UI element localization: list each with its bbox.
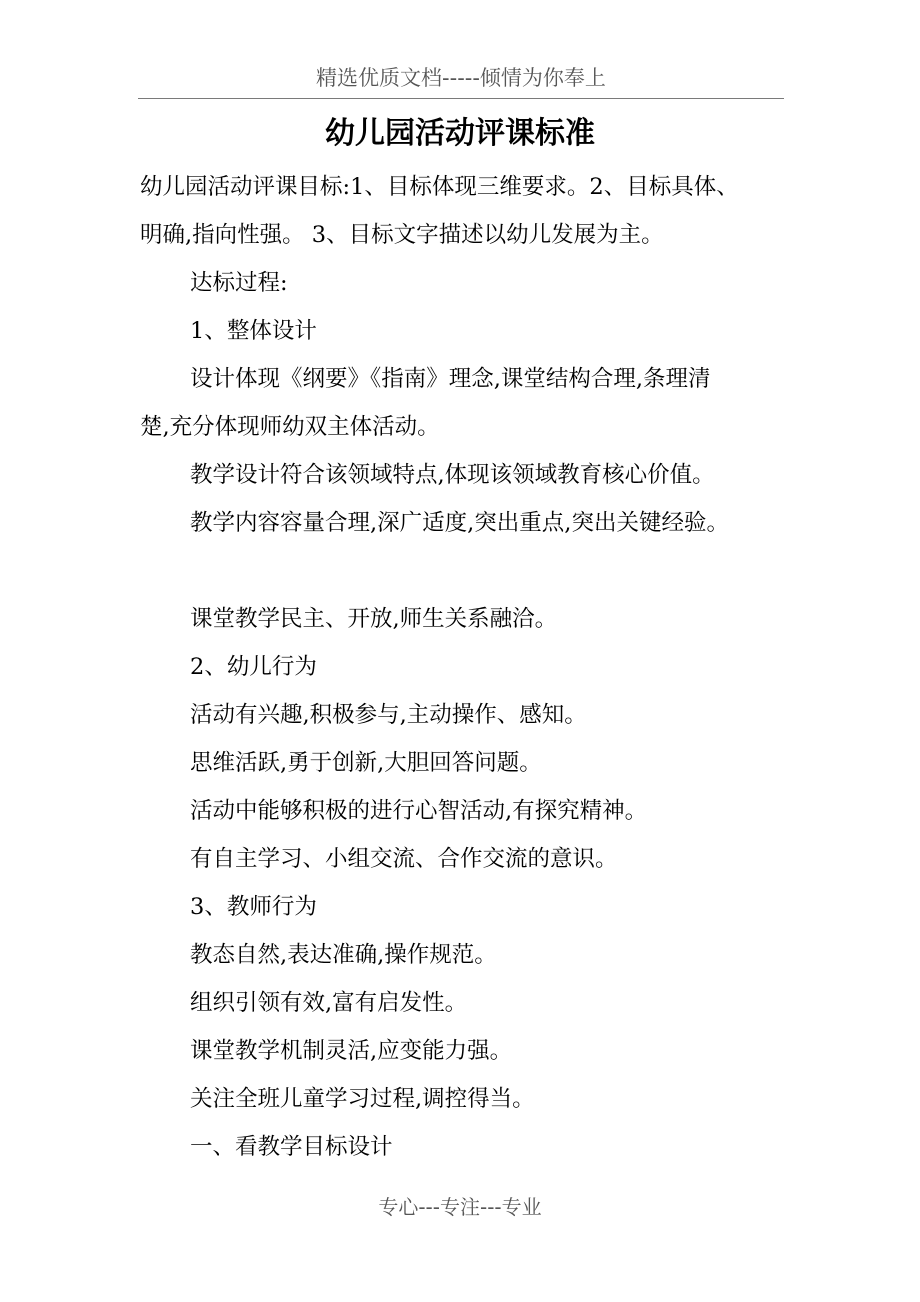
process-heading: 达标过程: xyxy=(190,270,288,296)
page-footer: 专心---专注---专业 xyxy=(378,1195,542,1219)
section-2-paragraph-2: 思维活跃,勇于创新,大胆回答问题。 xyxy=(190,750,542,776)
page-header: 精选优质文档-----倾情为你奉上 xyxy=(138,64,784,99)
section-1-heading: 1、整体设计 xyxy=(190,318,317,344)
intro-line-2: 明确,指向性强。 3、目标文字描述以幼儿发展为主。 xyxy=(140,222,664,248)
section-1-paragraph-1-line-2: 楚,充分体现师幼双主体活动。 xyxy=(140,414,440,440)
document-title: 幼儿园活动评课标准 xyxy=(325,116,595,151)
intro-line-1: 幼儿园活动评课目标:1、目标体现三维要求。2、目标具体、 xyxy=(140,174,739,200)
section-1-paragraph-1-line-1: 设计体现《纲要》《指南》理念,课堂结构合理,条理清 xyxy=(190,366,711,392)
blank-line xyxy=(140,547,790,595)
section-1-paragraph-3: 教学内容容量合理,深广适度,突出重点,突出关键经验。 xyxy=(190,510,729,536)
section-2-paragraph-4: 有自主学习、小组交流、合作交流的意识。 xyxy=(190,846,618,872)
section-1-paragraph-2: 教学设计符合该领域特点,体现该领域教育核心价值。 xyxy=(190,462,715,488)
document-body xyxy=(140,163,790,1171)
part-1-heading: 一、看教学目标设计 xyxy=(190,1134,393,1160)
section-3-paragraph-3: 课堂教学机制灵活,应变能力强。 xyxy=(190,1038,513,1064)
section-3-paragraph-1: 教态自然,表达准确,操作规范。 xyxy=(190,942,497,968)
section-3-paragraph-2: 组织引领有效,富有启发性。 xyxy=(190,990,468,1016)
section-3-heading: 3、教师行为 xyxy=(190,894,317,920)
section-1-paragraph-4: 课堂教学民主、开放,师生关系融洽。 xyxy=(190,606,558,632)
section-3-paragraph-4: 关注全班儿童学习过程,调控得当。 xyxy=(190,1086,535,1112)
section-2-heading: 2、幼儿行为 xyxy=(190,654,317,680)
section-2-paragraph-3: 活动中能够积极的进行心智活动,有探究精神。 xyxy=(190,798,648,824)
section-2-paragraph-1: 活动有兴趣,积极参与,主动操作、感知。 xyxy=(190,702,587,728)
